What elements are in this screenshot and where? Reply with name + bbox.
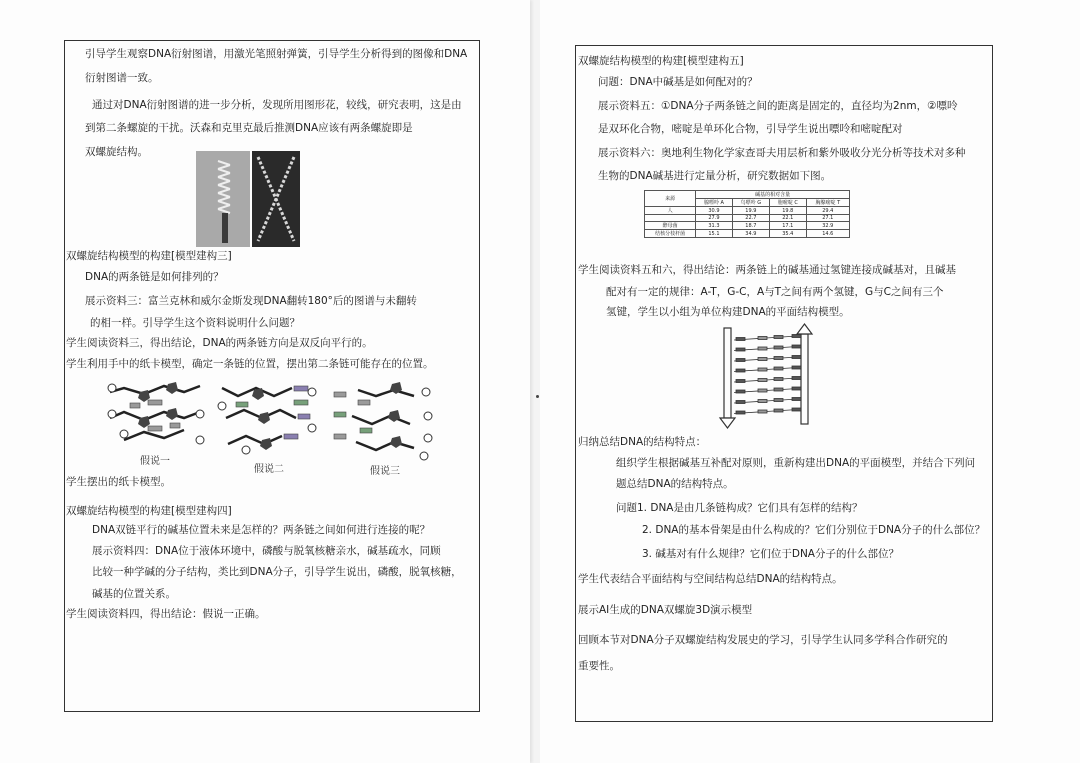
table-column-header: 胞嘧啶 C — [769, 199, 806, 207]
hypothesis-2-diagram — [216, 378, 318, 456]
left-strand-arrow — [724, 328, 731, 418]
text-line: 比较一种学碱的分子结构，类比到DNA分子，引导学生说出，磷酸，脱氧核糖， — [92, 566, 462, 578]
text-line: 双螺旋结构。 — [85, 146, 148, 158]
text-line: 的相一样。引导学生这个资料说明什么问题？ — [90, 317, 300, 329]
table-cell: 35.4 — [769, 230, 806, 238]
base-block — [758, 337, 767, 340]
base-block — [774, 388, 783, 391]
spring-and-diffraction-photos — [196, 151, 300, 247]
right-page — [540, 0, 1080, 763]
text-line: 氢键，学生以小组为单位构建DNA的平面结构模型。 — [606, 306, 850, 318]
right-strand-arrow — [801, 334, 808, 424]
base-block — [758, 368, 767, 371]
table-cell: 27.1 — [806, 215, 849, 222]
table-row — [645, 207, 850, 215]
table-row — [645, 222, 850, 230]
base-block — [736, 369, 745, 372]
base-block — [774, 357, 783, 360]
base-block — [758, 389, 767, 392]
base-block — [736, 380, 745, 383]
base-block — [774, 399, 783, 402]
text-line: DNA双链平行的碱基位置未来是怎样的？两条链之间如何进行连接的呢？ — [92, 524, 431, 536]
text-line: 碱基的位置关系。 — [92, 588, 176, 600]
text-line: 问题1. DNA是由几条链构成？它们具有怎样的结构？ — [616, 502, 863, 514]
text-line: 配对有一定的规律：A-T，G-C，A与T之间有两个氢键，G与C之间有三个 — [606, 286, 944, 298]
hypothesis-1-diagram — [104, 378, 208, 448]
text-line: 展示资料六：奥地利生物化学家查哥夫用层析和紫外吸收分光分析等技术对多种 — [598, 147, 966, 159]
table-cell: 17.1 — [769, 222, 806, 230]
base-composition-table — [644, 190, 850, 238]
text-line: 展示资料四：DNA位于液体环境中，磷酸与脱氧核糖亲水，碱基疏水，同顾 — [92, 545, 441, 557]
text-line: 学生阅读资料三，得出结论，DNA的两条链方向是双反向平行的。 — [66, 337, 373, 349]
text-line: 学生代表结合平面结构与空间结构总结DNA的结构特点。 — [578, 573, 843, 585]
text-line: 到第二条螺旋的干扰。沃森和克里克最后推测DNA应该有两条螺旋即是 — [85, 122, 413, 134]
text-line: 重要性。 — [578, 660, 620, 672]
text-line: 题总结DNA的结构特点。 — [616, 478, 734, 490]
base-block — [774, 346, 783, 349]
table-row — [645, 230, 850, 238]
base-block — [792, 387, 801, 390]
base-block — [736, 390, 745, 393]
left-page — [0, 0, 530, 763]
table-cell: 31.3 — [696, 222, 733, 230]
table-cell: 34.9 — [732, 230, 769, 238]
base-block — [758, 410, 767, 413]
base-block — [736, 401, 745, 404]
table-cell: 结核分枝杆菌 — [645, 230, 696, 238]
table-cell: 29.4 — [806, 207, 849, 215]
table-cell: 27.9 — [696, 215, 733, 222]
table-cell: 18.7 — [732, 222, 769, 230]
table-cell: 19.8 — [769, 207, 806, 215]
table-cell — [645, 215, 696, 222]
base-block — [774, 336, 783, 339]
text-line: 衍射图谱一致。 — [85, 72, 159, 84]
base-block — [792, 335, 801, 338]
text-line: 学生阅读资料五和六，得出结论：两条链上的碱基通过氢键连接成碱基对，且碱基 — [578, 264, 956, 276]
base-block — [736, 348, 745, 351]
text-line: 学生摆出的纸卡模型。 — [66, 476, 171, 488]
base-block — [792, 377, 801, 380]
table-cell: 14.6 — [806, 230, 849, 238]
table-header-group: 碱基的相对含量 — [696, 191, 850, 199]
section-heading: 双螺旋结构模型的构建[模型建构五] — [578, 55, 744, 67]
base-block — [736, 359, 745, 362]
table-cell: 19.9 — [732, 207, 769, 215]
base-block — [758, 379, 767, 382]
table-row — [645, 215, 850, 222]
table-header-source: 来源 — [645, 191, 696, 207]
text-line: 是双环化合物，嘧啶是单环化合物，引导学生说出嘌呤和嘧啶配对 — [598, 123, 903, 135]
text-line: 学生阅读资料四，得出结论：假说一正确。 — [66, 608, 266, 620]
table-column-header: 胸腺嘧啶 T — [806, 199, 849, 207]
hypothesis-3-diagram — [332, 382, 436, 462]
dna-planar-model — [718, 322, 814, 430]
table-cell: 22.7 — [732, 215, 769, 222]
section-heading: 归纳总结DNA的结构特点： — [578, 436, 707, 448]
base-block — [736, 338, 745, 341]
text-line: 通过对DNA衍射图谱的进一步分析，发现所用图形花，较线，研究表明，这是由 — [92, 99, 462, 111]
table-cell: 22.1 — [769, 215, 806, 222]
text-line: 生物的DNA碱基进行定量分析，研究数据如下图。 — [598, 170, 832, 182]
table-cell: 30.9 — [696, 207, 733, 215]
hypothesis-3-caption: 假说三 — [370, 466, 400, 477]
text-line: 展示AI生成的DNA双螺旋3D演示模型 — [578, 604, 753, 616]
table-column-header: 腺嘌呤 A — [696, 199, 733, 207]
table-column-header: 鸟嘌呤 G — [732, 199, 769, 207]
text-line: DNA的两条链是如何排列的？ — [85, 271, 224, 283]
text-line: 组织学生根据碱基互补配对原则，重新构建出DNA的平面模型，并结合下列问 — [616, 457, 976, 469]
hypothesis-1-caption: 假说一 — [140, 456, 170, 467]
binding-hole — [536, 395, 539, 398]
base-block — [774, 378, 783, 381]
base-pair-rungs — [734, 335, 801, 415]
table-cell: 15.1 — [696, 230, 733, 238]
text-line: 3. 碱基对有什么规律？它们位于DNA分子的什么部位？ — [642, 548, 899, 560]
base-block — [758, 358, 767, 361]
text-line: 展示资料五：①DNA分子两条链之间的距离是固定的，直径均为2nm，②嘌呤 — [598, 100, 958, 112]
base-block — [736, 411, 745, 414]
table-cell: 32.9 — [806, 222, 849, 230]
text-line: 回顾本节对DNA分子双螺旋结构发展史的学习，引导学生认同多学科合作研究的 — [578, 634, 948, 646]
base-block — [792, 366, 801, 369]
base-block — [792, 356, 801, 359]
base-block — [774, 367, 783, 370]
base-block — [792, 398, 801, 401]
text-line: 学生利用手中的纸卡模型，确定一条链的位置，摆出第二条链可能存在的位置。 — [66, 358, 434, 370]
text-line: 2. DNA的基本骨架是由什么构成的？它们分别位于DNA分子的什么部位？ — [642, 524, 986, 536]
section-heading: 双螺旋结构模型的构建[模型建构四] — [66, 505, 232, 517]
table-cell: 人 — [645, 207, 696, 215]
base-block — [792, 345, 801, 348]
hypothesis-2-caption: 假说二 — [254, 464, 284, 475]
section-heading: 双螺旋结构模型的构建[模型建构三] — [66, 250, 232, 262]
table-cell: 酵母菌 — [645, 222, 696, 230]
text-line: 引导学生观察DNA衍射图谱，用激光笔照射弹簧，引导学生分析得到的图像和DNA — [85, 48, 468, 60]
text-line: 问题：DNA中碱基是如何配对的？ — [598, 76, 758, 88]
base-block — [758, 400, 767, 403]
base-block — [758, 347, 767, 350]
base-block — [774, 409, 783, 412]
base-block — [792, 408, 801, 411]
text-line: 展示资料三：富兰克林和威尔金斯发现DNA翻转180°后的图谱与未翻转 — [85, 295, 417, 307]
